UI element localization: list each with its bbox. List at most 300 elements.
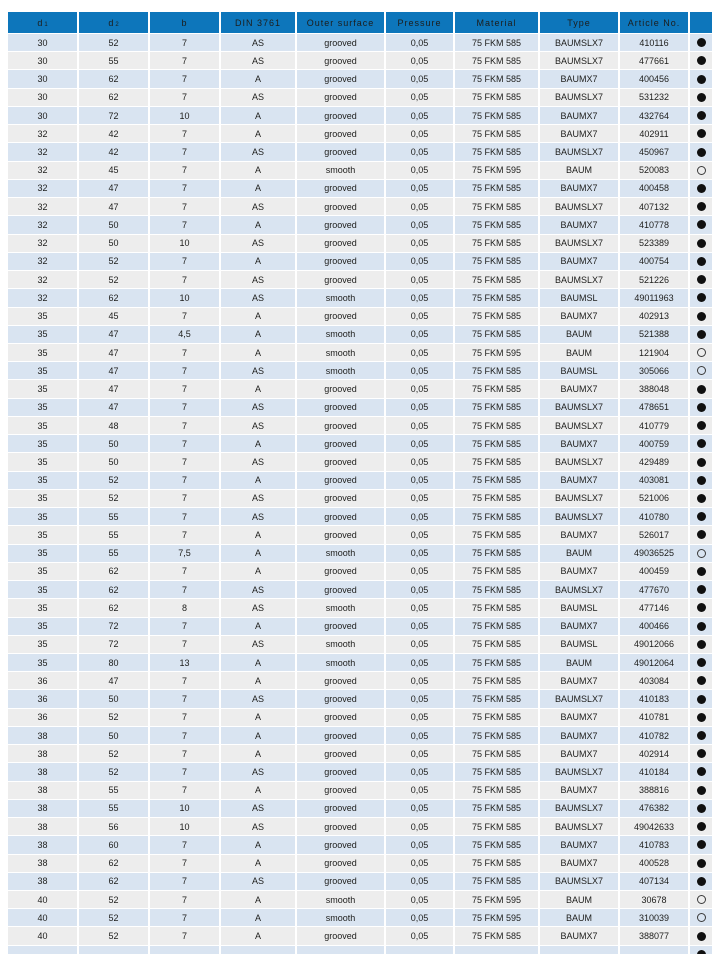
cell-type: BAUMSLX7 xyxy=(540,235,620,252)
cell-din-3761: AS xyxy=(221,490,297,507)
cell-article-no: 388077 xyxy=(620,927,690,944)
table-row xyxy=(8,946,712,954)
cell-d1: 38 xyxy=(8,836,79,853)
table-row xyxy=(8,690,712,708)
cell-pressure: 0,05 xyxy=(386,763,455,780)
table-row xyxy=(8,453,712,471)
cell-article-no: 49012066 xyxy=(620,636,690,653)
table-row xyxy=(8,235,712,253)
cell-b: 7 xyxy=(150,180,221,197)
cell-d1 xyxy=(8,946,79,954)
cell-type: BAUMSL xyxy=(540,362,620,379)
cell-type: BAUMSLX7 xyxy=(540,198,620,215)
cell-outer-surface: grooved xyxy=(297,253,386,270)
cell-din-3761: A xyxy=(221,855,297,872)
cell-pressure: 0,05 xyxy=(386,818,455,835)
cell-din-3761: AS xyxy=(221,818,297,835)
cell-article-no: 310039 xyxy=(620,909,690,926)
cell-pressure: 0,05 xyxy=(386,52,455,69)
cell-type: BAUMX7 xyxy=(540,618,620,635)
cell-b: 7 xyxy=(150,909,221,926)
cell-article-no: 531232 xyxy=(620,89,690,106)
cell-d2: 72 xyxy=(79,618,150,635)
cell-pressure: 0,05 xyxy=(386,70,455,87)
cell-outer-surface: grooved xyxy=(297,89,386,106)
cell-b: 7 xyxy=(150,563,221,580)
cell-pressure: 0,05 xyxy=(386,545,455,562)
cell-type: BAUMSLX7 xyxy=(540,490,620,507)
cell-din-3761: A xyxy=(221,709,297,726)
cell-availability xyxy=(690,927,712,944)
cell-b: 7 xyxy=(150,472,221,489)
column-header-availability xyxy=(690,12,712,33)
filled-dot-icon xyxy=(697,458,706,467)
cell-d2: 56 xyxy=(79,818,150,835)
cell-pressure: 0,05 xyxy=(386,180,455,197)
cell-d2: 45 xyxy=(79,162,150,179)
cell-b: 10 xyxy=(150,107,221,124)
cell-pressure: 0,05 xyxy=(386,399,455,416)
cell-din-3761: A xyxy=(221,526,297,543)
cell-d1: 36 xyxy=(8,709,79,726)
cell-outer-surface: grooved xyxy=(297,745,386,762)
cell-din-3761: A xyxy=(221,745,297,762)
cell-din-3761: A xyxy=(221,909,297,926)
cell-din-3761: A xyxy=(221,563,297,580)
column-header-label: Pressure xyxy=(397,17,442,28)
filled-dot-icon xyxy=(697,530,706,539)
filled-dot-icon xyxy=(697,148,706,157)
cell-material: 75 FKM 595 xyxy=(455,162,540,179)
cell-d1: 32 xyxy=(8,162,79,179)
cell-b: 7 xyxy=(150,709,221,726)
cell-b: 10 xyxy=(150,800,221,817)
cell-article-no: 476382 xyxy=(620,800,690,817)
catalog-table xyxy=(8,12,712,954)
cell-article-no: 400754 xyxy=(620,253,690,270)
cell-d2: 52 xyxy=(79,909,150,926)
filled-dot-icon xyxy=(697,567,706,576)
cell-article-no: 49011963 xyxy=(620,289,690,306)
cell-outer-surface: grooved xyxy=(297,271,386,288)
cell-d2: 52 xyxy=(79,763,150,780)
cell-pressure: 0,05 xyxy=(386,690,455,707)
cell-pressure: 0,05 xyxy=(386,855,455,872)
cell-outer-surface: smooth xyxy=(297,162,386,179)
cell-material: 75 FKM 585 xyxy=(455,709,540,726)
cell-article-no: 410778 xyxy=(620,216,690,233)
column-header-label: Article No. xyxy=(627,17,681,28)
cell-outer-surface: grooved xyxy=(297,216,386,233)
cell-article-no: 521226 xyxy=(620,271,690,288)
cell-d2: 52 xyxy=(79,490,150,507)
cell-type: BAUMSLX7 xyxy=(540,581,620,598)
column-header-article-no xyxy=(620,12,690,33)
table-row xyxy=(8,417,712,435)
cell-availability xyxy=(690,180,712,197)
cell-type: BAUMSLX7 xyxy=(540,800,620,817)
table-row xyxy=(8,763,712,781)
cell-material: 75 FKM 585 xyxy=(455,836,540,853)
cell-type: BAUMSLX7 xyxy=(540,873,620,890)
table-row xyxy=(8,435,712,453)
cell-type: BAUMX7 xyxy=(540,727,620,744)
table-row xyxy=(8,709,712,727)
cell-material: 75 FKM 585 xyxy=(455,873,540,890)
table-row xyxy=(8,873,712,891)
cell-d1: 30 xyxy=(8,70,79,87)
column-header-label: d xyxy=(108,17,115,28)
cell-d1: 38 xyxy=(8,855,79,872)
cell-din-3761 xyxy=(221,946,297,954)
cell-b: 7,5 xyxy=(150,545,221,562)
cell-type: BAUMSLX7 xyxy=(540,417,620,434)
table-row xyxy=(8,308,712,326)
table-row xyxy=(8,253,712,271)
cell-b: 7 xyxy=(150,927,221,944)
cell-b: 7 xyxy=(150,727,221,744)
cell-d2: 60 xyxy=(79,836,150,853)
cell-d2: 42 xyxy=(79,143,150,160)
cell-b: 7 xyxy=(150,89,221,106)
cell-pressure: 0,05 xyxy=(386,654,455,671)
cell-availability xyxy=(690,326,712,343)
cell-b: 10 xyxy=(150,235,221,252)
cell-din-3761: AS xyxy=(221,89,297,106)
filled-dot-icon xyxy=(697,695,706,704)
cell-type: BAUMX7 xyxy=(540,836,620,853)
cell-b: 7 xyxy=(150,672,221,689)
cell-article-no: 410779 xyxy=(620,417,690,434)
table-row xyxy=(8,107,712,125)
cell-d2: 47 xyxy=(79,362,150,379)
cell-outer-surface: grooved xyxy=(297,782,386,799)
cell-availability xyxy=(690,162,712,179)
cell-outer-surface: smooth xyxy=(297,289,386,306)
cell-d1: 32 xyxy=(8,198,79,215)
cell-type: BAUMSLX7 xyxy=(540,52,620,69)
cell-availability xyxy=(690,198,712,215)
cell-d1: 35 xyxy=(8,326,79,343)
cell-d1: 35 xyxy=(8,453,79,470)
table-row xyxy=(8,618,712,636)
table-row xyxy=(8,399,712,417)
cell-pressure: 0,05 xyxy=(386,800,455,817)
cell-availability xyxy=(690,34,712,51)
filled-dot-icon xyxy=(697,603,706,612)
cell-d2: 55 xyxy=(79,545,150,562)
cell-outer-surface: grooved xyxy=(297,453,386,470)
cell-b: 7 xyxy=(150,855,221,872)
column-header-outer-surface xyxy=(297,12,386,33)
cell-type: BAUMSLX7 xyxy=(540,399,620,416)
table-row xyxy=(8,545,712,563)
table-row xyxy=(8,180,712,198)
cell-pressure: 0,05 xyxy=(386,380,455,397)
cell-d2: 80 xyxy=(79,654,150,671)
column-header-d2 xyxy=(79,12,150,33)
cell-type: BAUMX7 xyxy=(540,927,620,944)
cell-pressure: 0,05 xyxy=(386,308,455,325)
table-row xyxy=(8,508,712,526)
cell-din-3761: A xyxy=(221,308,297,325)
cell-material: 75 FKM 585 xyxy=(455,472,540,489)
filled-dot-icon xyxy=(697,767,706,776)
cell-pressure: 0,05 xyxy=(386,417,455,434)
cell-availability xyxy=(690,873,712,890)
cell-material: 75 FKM 585 xyxy=(455,417,540,434)
cell-type: BAUMSLX7 xyxy=(540,690,620,707)
column-header-label: Type xyxy=(567,17,591,28)
cell-d2: 72 xyxy=(79,636,150,653)
cell-pressure: 0,05 xyxy=(386,909,455,926)
cell-material: 75 FKM 595 xyxy=(455,891,540,908)
cell-d2: 55 xyxy=(79,508,150,525)
cell-d2: 42 xyxy=(79,125,150,142)
cell-material: 75 FKM 585 xyxy=(455,380,540,397)
cell-article-no: 410780 xyxy=(620,508,690,525)
cell-type: BAUMSLX7 xyxy=(540,453,620,470)
cell-material: 75 FKM 595 xyxy=(455,909,540,926)
cell-availability xyxy=(690,690,712,707)
filled-dot-icon xyxy=(697,330,706,339)
cell-availability xyxy=(690,727,712,744)
cell-d1: 36 xyxy=(8,690,79,707)
cell-din-3761: AS xyxy=(221,143,297,160)
cell-pressure xyxy=(386,946,455,954)
cell-material: 75 FKM 585 xyxy=(455,308,540,325)
cell-d1: 40 xyxy=(8,891,79,908)
cell-outer-surface: grooved xyxy=(297,508,386,525)
cell-din-3761: A xyxy=(221,70,297,87)
cell-article-no: 400528 xyxy=(620,855,690,872)
cell-b: 10 xyxy=(150,818,221,835)
cell-din-3761: AS xyxy=(221,690,297,707)
cell-article-no: 49036525 xyxy=(620,545,690,562)
cell-type: BAUMSLX7 xyxy=(540,34,620,51)
cell-material: 75 FKM 585 xyxy=(455,672,540,689)
cell-type: BAUMSLX7 xyxy=(540,508,620,525)
cell-pressure: 0,05 xyxy=(386,709,455,726)
cell-availability xyxy=(690,709,712,726)
cell-material: 75 FKM 585 xyxy=(455,690,540,707)
cell-din-3761: AS xyxy=(221,508,297,525)
cell-type: BAUMX7 xyxy=(540,308,620,325)
cell-d1: 35 xyxy=(8,435,79,452)
cell-article-no: 30678 xyxy=(620,891,690,908)
filled-dot-icon xyxy=(697,403,706,412)
cell-material: 75 FKM 585 xyxy=(455,563,540,580)
cell-material: 75 FKM 585 xyxy=(455,654,540,671)
cell-outer-surface: smooth xyxy=(297,636,386,653)
filled-dot-icon xyxy=(697,658,706,667)
filled-dot-icon xyxy=(697,512,706,521)
cell-d2: 62 xyxy=(79,89,150,106)
cell-material: 75 FKM 585 xyxy=(455,198,540,215)
cell-outer-surface: grooved xyxy=(297,107,386,124)
cell-din-3761: AS xyxy=(221,873,297,890)
cell-availability xyxy=(690,508,712,525)
cell-din-3761: A xyxy=(221,927,297,944)
cell-d2: 62 xyxy=(79,563,150,580)
cell-outer-surface: grooved xyxy=(297,873,386,890)
cell-material: 75 FKM 585 xyxy=(455,326,540,343)
cell-pressure: 0,05 xyxy=(386,599,455,616)
cell-b: 7 xyxy=(150,417,221,434)
cell-d1: 32 xyxy=(8,235,79,252)
cell-outer-surface: smooth xyxy=(297,362,386,379)
cell-material: 75 FKM 585 xyxy=(455,490,540,507)
cell-din-3761: A xyxy=(221,344,297,361)
cell-outer-surface: smooth xyxy=(297,891,386,908)
table-row xyxy=(8,89,712,107)
cell-outer-surface: grooved xyxy=(297,490,386,507)
cell-availability xyxy=(690,545,712,562)
cell-availability xyxy=(690,891,712,908)
cell-outer-surface: grooved xyxy=(297,836,386,853)
cell-din-3761: AS xyxy=(221,599,297,616)
cell-din-3761: A xyxy=(221,654,297,671)
cell-d1: 35 xyxy=(8,344,79,361)
cell-pressure: 0,05 xyxy=(386,836,455,853)
cell-outer-surface: smooth xyxy=(297,654,386,671)
cell-type: BAUMSLX7 xyxy=(540,763,620,780)
cell-d1: 35 xyxy=(8,618,79,635)
cell-article-no: 526017 xyxy=(620,526,690,543)
cell-type: BAUMX7 xyxy=(540,672,620,689)
cell-d1: 40 xyxy=(8,927,79,944)
cell-type: BAUMX7 xyxy=(540,380,620,397)
cell-outer-surface: grooved xyxy=(297,472,386,489)
cell-pressure: 0,05 xyxy=(386,326,455,343)
table-row xyxy=(8,362,712,380)
cell-type: BAUMX7 xyxy=(540,563,620,580)
cell-material: 75 FKM 585 xyxy=(455,618,540,635)
filled-dot-icon xyxy=(697,786,706,795)
table-row xyxy=(8,782,712,800)
cell-availability xyxy=(690,271,712,288)
cell-b: 7 xyxy=(150,362,221,379)
table-body xyxy=(8,34,712,946)
cell-d1: 32 xyxy=(8,125,79,142)
cell-article-no: 49012064 xyxy=(620,654,690,671)
cell-b: 7 xyxy=(150,508,221,525)
cell-outer-surface: smooth xyxy=(297,344,386,361)
cell-d1: 32 xyxy=(8,216,79,233)
cell-pressure: 0,05 xyxy=(386,216,455,233)
cell-type: BAUMSLX7 xyxy=(540,818,620,835)
cell-d2: 55 xyxy=(79,52,150,69)
cell-article-no: 410781 xyxy=(620,709,690,726)
filled-dot-icon xyxy=(697,202,706,211)
cell-outer-surface: grooved xyxy=(297,727,386,744)
cell-material: 75 FKM 585 xyxy=(455,107,540,124)
cell-type: BAUMSL xyxy=(540,636,620,653)
cell-material: 75 FKM 585 xyxy=(455,143,540,160)
column-header-subscript: 2 xyxy=(115,21,119,28)
cell-din-3761: AS xyxy=(221,52,297,69)
table-row xyxy=(8,472,712,490)
cell-material: 75 FKM 585 xyxy=(455,89,540,106)
filled-dot-icon xyxy=(697,859,706,868)
cell-availability xyxy=(690,107,712,124)
cell-article-no: 388048 xyxy=(620,380,690,397)
filled-dot-icon xyxy=(697,877,706,886)
cell-article-no: 400759 xyxy=(620,435,690,452)
cell-d1: 30 xyxy=(8,89,79,106)
cell-material: 75 FKM 595 xyxy=(455,344,540,361)
cell-b: 7 xyxy=(150,453,221,470)
cell-article-no: 402913 xyxy=(620,308,690,325)
filled-dot-icon xyxy=(697,385,706,394)
cell-d1: 35 xyxy=(8,654,79,671)
cell-outer-surface: grooved xyxy=(297,618,386,635)
cell-d2: 47 xyxy=(79,672,150,689)
cell-b: 7 xyxy=(150,873,221,890)
empty-dot-icon xyxy=(697,166,706,175)
column-header-label: DIN 3761 xyxy=(234,17,282,28)
cell-availability xyxy=(690,70,712,87)
cell-pressure: 0,05 xyxy=(386,508,455,525)
cell-pressure: 0,05 xyxy=(386,563,455,580)
cell-din-3761: A xyxy=(221,216,297,233)
filled-dot-icon xyxy=(697,439,706,448)
cell-outer-surface: grooved xyxy=(297,380,386,397)
cell-outer-surface: grooved xyxy=(297,818,386,835)
cell-d1: 35 xyxy=(8,599,79,616)
cell-outer-surface: smooth xyxy=(297,326,386,343)
cell-outer-surface: grooved xyxy=(297,235,386,252)
cell-type: BAUM xyxy=(540,326,620,343)
cell-material: 75 FKM 585 xyxy=(455,271,540,288)
cell-article-no: 403081 xyxy=(620,472,690,489)
table-row xyxy=(8,52,712,70)
cell-article-no: 477146 xyxy=(620,599,690,616)
cell-d2: 62 xyxy=(79,855,150,872)
cell-din-3761: AS xyxy=(221,198,297,215)
cell-d2: 52 xyxy=(79,709,150,726)
cell-b: 7 xyxy=(150,52,221,69)
cell-outer-surface: grooved xyxy=(297,143,386,160)
empty-dot-icon xyxy=(697,913,706,922)
cell-material: 75 FKM 585 xyxy=(455,125,540,142)
cell-b: 7 xyxy=(150,34,221,51)
filled-dot-icon xyxy=(697,293,706,302)
filled-dot-icon xyxy=(697,421,706,430)
cell-din-3761: A xyxy=(221,782,297,799)
table-row xyxy=(8,289,712,307)
table-row xyxy=(8,836,712,854)
cell-pressure: 0,05 xyxy=(386,873,455,890)
cell-d1: 30 xyxy=(8,34,79,51)
cell-pressure: 0,05 xyxy=(386,125,455,142)
table-row xyxy=(8,727,712,745)
cell-article-no: 429489 xyxy=(620,453,690,470)
cell-article-no: 400466 xyxy=(620,618,690,635)
filled-dot-icon xyxy=(697,111,706,120)
cell-type: BAUM xyxy=(540,344,620,361)
cell-din-3761: AS xyxy=(221,417,297,434)
cell-d1: 30 xyxy=(8,52,79,69)
cell-din-3761: AS xyxy=(221,763,297,780)
cell-material: 75 FKM 585 xyxy=(455,216,540,233)
cell-din-3761: AS xyxy=(221,636,297,653)
cell-b: 7 xyxy=(150,344,221,361)
cell-article-no: 400456 xyxy=(620,70,690,87)
cell-d1: 38 xyxy=(8,745,79,762)
cell-b: 7 xyxy=(150,782,221,799)
cell-d2 xyxy=(79,946,150,954)
